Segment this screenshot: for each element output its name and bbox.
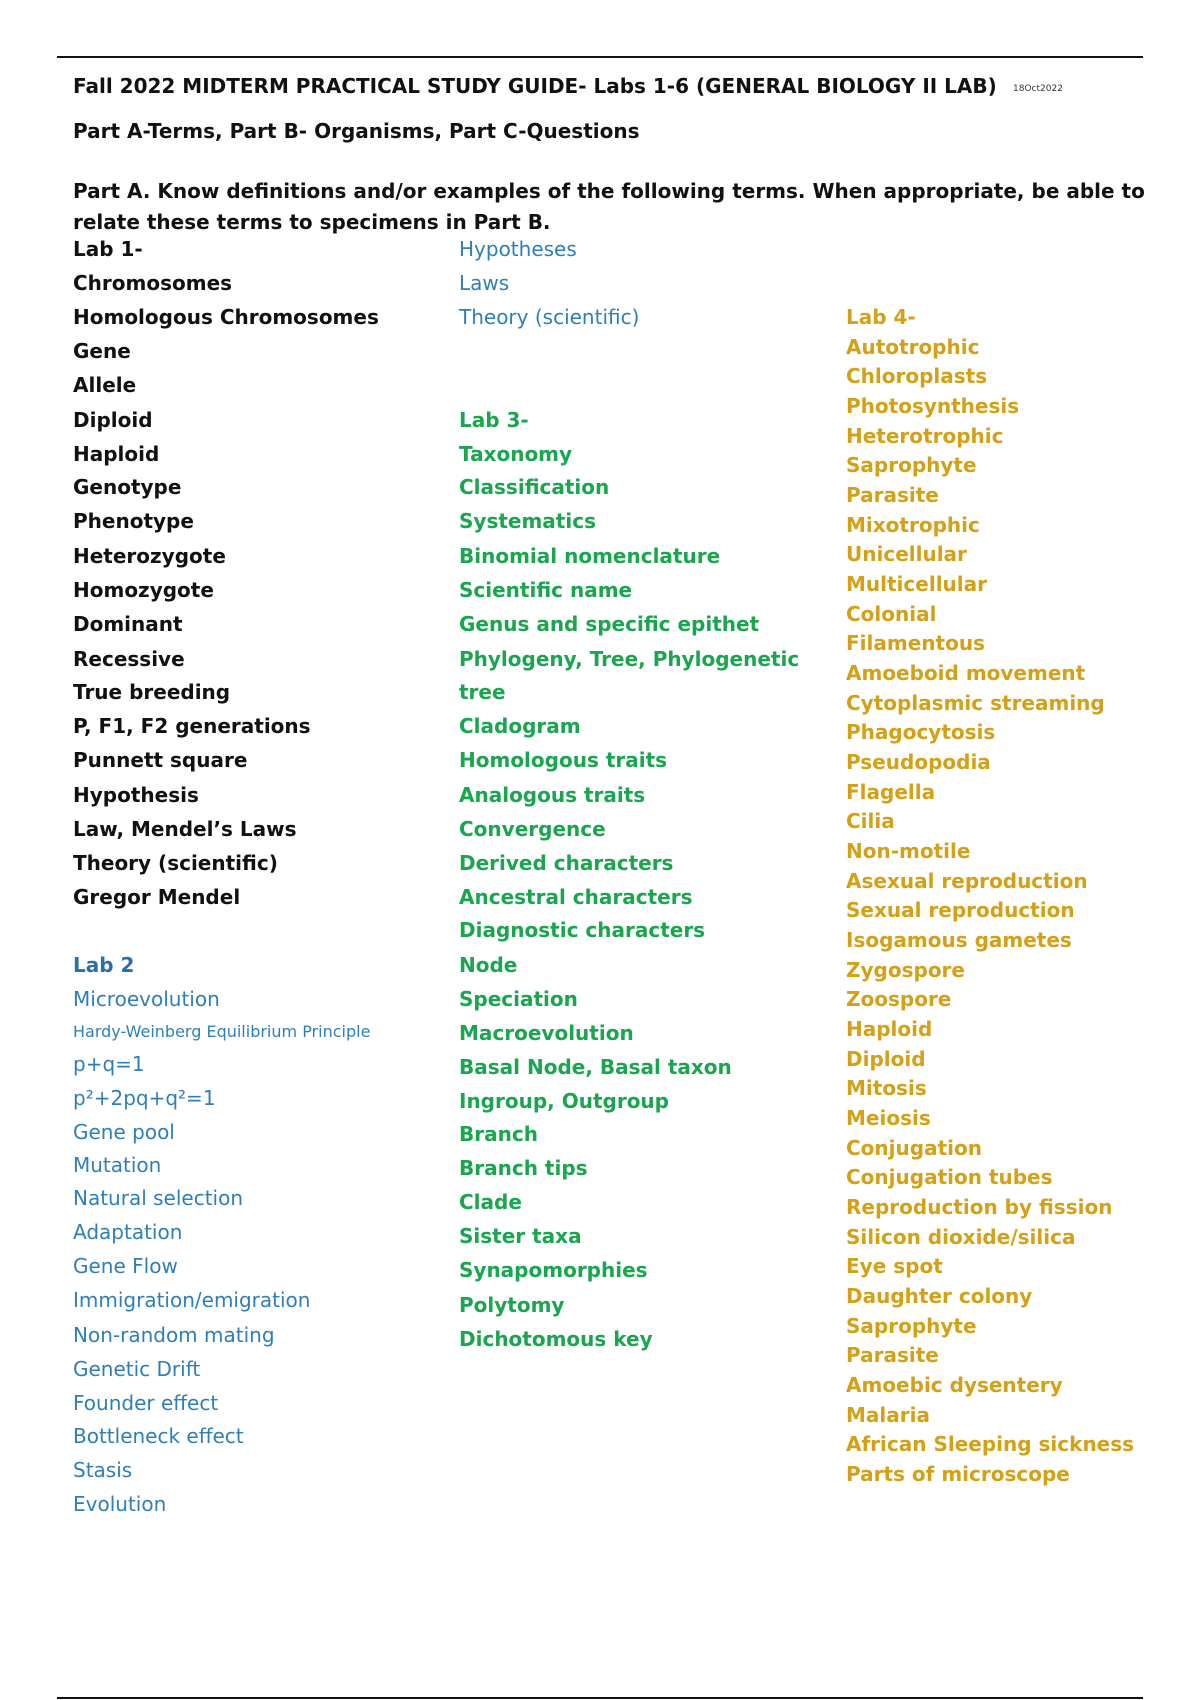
- lab4-term: Heterotrophic: [846, 424, 1004, 448]
- lab3-term: Dichotomous key: [459, 1327, 653, 1351]
- lab3-term: Branch tips: [459, 1156, 588, 1180]
- lab2-cont-term: Hypotheses: [459, 237, 577, 261]
- lab1-term: Phenotype: [73, 509, 194, 533]
- lab1-heading: Lab 1-: [73, 237, 143, 261]
- lab2-term: p²+2pq+q²=1: [73, 1086, 216, 1110]
- lab2-cont-term: Theory (scientific): [459, 305, 640, 329]
- lab1-term: Homologous Chromosomes: [73, 305, 379, 329]
- bottom-rule: [57, 1697, 1143, 1699]
- lab4-term: Meiosis: [846, 1106, 931, 1130]
- lab1-term: True breeding: [73, 680, 231, 704]
- lab3-term: Diagnostic characters: [459, 918, 706, 942]
- lab2-term: Hardy-Weinberg Equilibrium Principle: [73, 1022, 371, 1041]
- lab4-term: Reproduction by fission: [846, 1195, 1113, 1219]
- lab1-term: Chromosomes: [73, 271, 233, 295]
- lab4-term: Haploid: [846, 1017, 933, 1041]
- lab4-term: Asexual reproduction: [846, 869, 1088, 893]
- lab1-term: Gregor Mendel: [73, 885, 241, 909]
- lab3-term: Cladogram: [459, 714, 581, 738]
- lab4-term: Saprophyte: [846, 453, 977, 477]
- page-subtitle: Part A-Terms, Part B- Organisms, Part C-Questions: [73, 119, 640, 143]
- lab4-term: Zygospore: [846, 958, 965, 982]
- lab3-term: Sister taxa: [459, 1224, 582, 1248]
- lab2-term: Immigration/emigration: [73, 1288, 311, 1312]
- lab2-term: Bottleneck effect: [73, 1424, 244, 1448]
- lab4-term: Saprophyte: [846, 1314, 977, 1338]
- lab2-term: Mutation: [73, 1153, 162, 1177]
- lab1-term: Punnett square: [73, 748, 248, 772]
- lab3-term: Node: [459, 953, 518, 977]
- lab4-term: Eye spot: [846, 1254, 943, 1278]
- lab4-term: Multicellular: [846, 572, 987, 596]
- lab4-term: Cilia: [846, 809, 895, 833]
- lab1-term: P, F1, F2 generations: [73, 714, 311, 738]
- lab4-term: Phagocytosis: [846, 720, 996, 744]
- lab3-term: Ancestral characters: [459, 885, 693, 909]
- lab1-term: Hypothesis: [73, 783, 199, 807]
- page-title: Fall 2022 MIDTERM PRACTICAL STUDY GUIDE- Labs 1-6 (GENERAL BIOLOGY II LAB): [73, 74, 997, 98]
- lab4-term: Non-motile: [846, 839, 971, 863]
- lab4-term: Sexual reproduction: [846, 898, 1075, 922]
- lab1-term: Homozygote: [73, 578, 214, 602]
- lab1-term: Gene: [73, 339, 131, 363]
- lab1-term: Law, Mendel’s Laws: [73, 817, 297, 841]
- lab3-term: Basal Node, Basal taxon: [459, 1055, 732, 1079]
- lab2-term: p+q=1: [73, 1052, 145, 1076]
- lab4-term: Amoeboid movement: [846, 661, 1086, 685]
- lab1-term: Dominant: [73, 612, 183, 636]
- lab1-term: Genotype: [73, 475, 182, 499]
- lab1-term: Theory (scientific): [73, 851, 278, 875]
- lab2-heading: Lab 2: [73, 953, 135, 977]
- lab4-term: Photosynthesis: [846, 394, 1020, 418]
- lab2-term: Evolution: [73, 1492, 167, 1516]
- lab4-term: Cytoplasmic streaming: [846, 691, 1105, 715]
- lab4-term: Parasite: [846, 1343, 939, 1367]
- lab4-term: Parasite: [846, 483, 939, 507]
- lab4-term: Colonial: [846, 602, 937, 626]
- lab3-term: Synapomorphies: [459, 1258, 648, 1282]
- lab1-term: Haploid: [73, 442, 160, 466]
- lab4-term: Unicellular: [846, 542, 967, 566]
- lab2-term: Founder effect: [73, 1391, 219, 1415]
- lab3-term: Macroevolution: [459, 1021, 634, 1045]
- lab2-term: Microevolution: [73, 987, 220, 1011]
- lab3-term: Systematics: [459, 509, 596, 533]
- lab2-term: Adaptation: [73, 1220, 183, 1244]
- top-rule: [57, 56, 1143, 58]
- part-a-intro: Part A. Know definitions and/or examples of the following terms. When appropriate, be able to relate these terms to specimens in Part B.: [73, 179, 1145, 234]
- lab4-term: Diploid: [846, 1047, 926, 1071]
- lab1-term: Recessive: [73, 647, 185, 671]
- lab2-term: Genetic Drift: [73, 1357, 201, 1381]
- lab2-term: Natural selection: [73, 1186, 244, 1210]
- lab2-term: Gene pool: [73, 1120, 175, 1144]
- lab4-term: Chloroplasts: [846, 364, 988, 388]
- lab4-term: Filamentous: [846, 631, 985, 655]
- lab4-term: Malaria: [846, 1403, 930, 1427]
- lab3-term: Phylogeny, Tree, Phylogenetic: [459, 647, 800, 671]
- lab4-heading: Lab 4-: [846, 305, 916, 329]
- lab3-term: Ingroup, Outgroup: [459, 1089, 669, 1113]
- lab3-term: Binomial nomenclature: [459, 544, 721, 568]
- lab3-term: Branch: [459, 1122, 538, 1146]
- lab3-term: Polytomy: [459, 1293, 565, 1317]
- lab4-term: Daughter colony: [846, 1284, 1033, 1308]
- lab4-term: Mixotrophic: [846, 513, 980, 537]
- lab4-term: Parts of microscope: [846, 1462, 1070, 1486]
- lab2-cont-term: Laws: [459, 271, 510, 295]
- lab1-term: Heterozygote: [73, 544, 226, 568]
- lab3-term: Speciation: [459, 987, 578, 1011]
- lab4-term: Silicon dioxide/silica: [846, 1225, 1076, 1249]
- lab4-term: Mitosis: [846, 1076, 927, 1100]
- lab4-term: Conjugation: [846, 1136, 982, 1160]
- lab4-term: African Sleeping sickness: [846, 1432, 1135, 1456]
- lab4-term: Zoospore: [846, 987, 952, 1011]
- lab3-term: Scientific name: [459, 578, 633, 602]
- lab3-heading: Lab 3-: [459, 408, 529, 432]
- lab4-term: Isogamous gametes: [846, 928, 1072, 952]
- lab3-term: Homologous traits: [459, 748, 668, 772]
- lab3-term: Classification: [459, 475, 610, 499]
- lab2-term: Stasis: [73, 1458, 133, 1482]
- lab4-term: Flagella: [846, 780, 936, 804]
- lab4-term: Amoebic dysentery: [846, 1373, 1063, 1397]
- lab3-term: Clade: [459, 1190, 522, 1214]
- lab3-term: Analogous traits: [459, 783, 646, 807]
- lab3-term: Genus and specific epithet: [459, 612, 760, 636]
- lab3-term: tree: [459, 680, 506, 704]
- date-stamp: 18Oct2022: [1013, 84, 1063, 94]
- lab3-term: Convergence: [459, 817, 606, 841]
- lab3-term: Derived characters: [459, 851, 674, 875]
- lab1-term: Diploid: [73, 408, 153, 432]
- lab4-term: Conjugation tubes: [846, 1165, 1053, 1189]
- lab4-term: Pseudopodia: [846, 750, 991, 774]
- lab2-term: Non-random mating: [73, 1323, 275, 1347]
- lab2-term: Gene Flow: [73, 1254, 178, 1278]
- lab1-term: Allele: [73, 373, 137, 397]
- lab4-term: Autotrophic: [846, 335, 980, 359]
- lab3-term: Taxonomy: [459, 442, 573, 466]
